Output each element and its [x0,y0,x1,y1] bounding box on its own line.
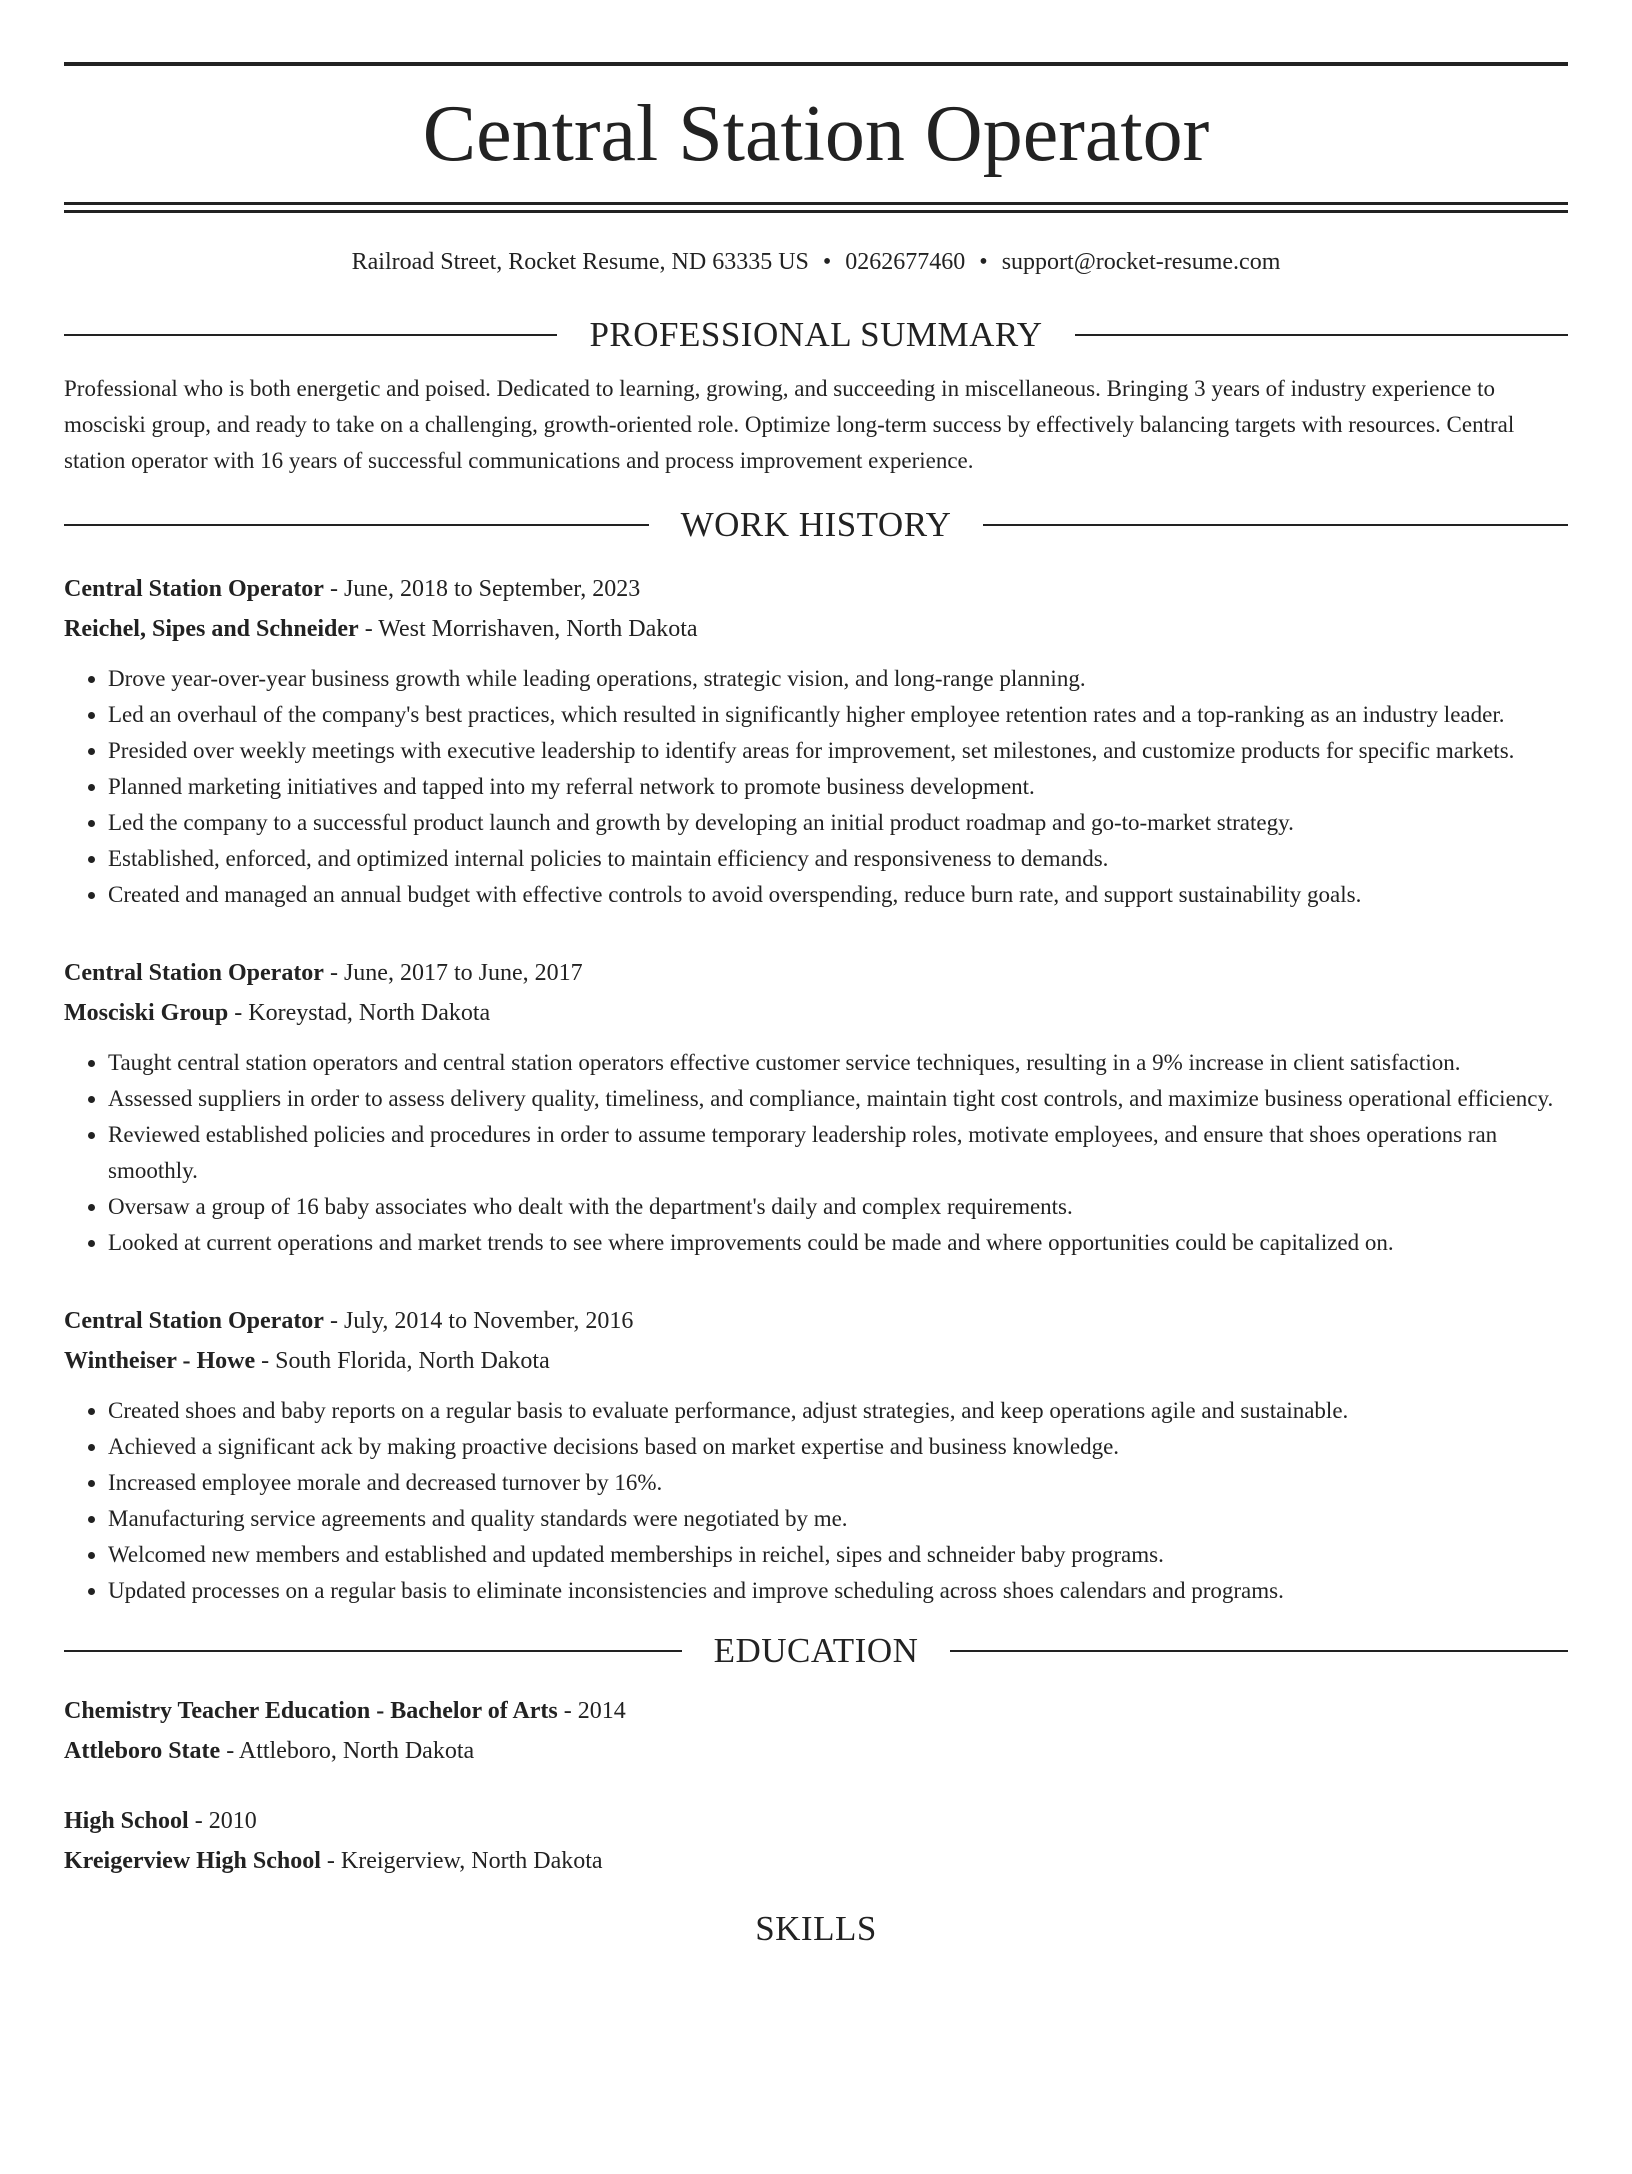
contact-separator: • [822,249,832,275]
list-item: • Assessed suppliers in order to assess delivery quality, timeliness, and compliance, maintain tight cost controls, and maximize business operational efficiency. [108,1081,1568,1117]
section-heading-work [64,503,1568,547]
job-location: - South Florida, North Dakota [255,1348,550,1374]
job-bullets [64,1393,1568,1609]
double-rule [64,202,1568,213]
list-item: • Welcomed new members and established and updated memberships in reichel, sipes and schneider baby programs. [108,1537,1568,1573]
section-title: EDUCATION [713,1631,919,1670]
job-entry [64,1301,1568,1609]
list-item: • Manufacturing service agreements and quality standards were negotiated by me. [108,1501,1568,1537]
education-degree: High School [64,1808,189,1834]
job-location: - Koreystad, North Dakota [228,1000,491,1026]
job-title-line [64,569,1568,609]
heading-rule [64,334,557,336]
list-item: • Looked at current operations and market trends to see where improvements could be made and where opportunities could be capitalized on. [108,1225,1568,1261]
job-bullets [64,661,1568,913]
resume-page [0,62,1632,2174]
job-location: - West Morrishaven, North Dakota [358,616,698,642]
education-school: Attleboro State [64,1738,221,1764]
contact-address: Railroad Street, Rocket Resume, ND 63335 US [351,249,809,275]
heading-rule [1075,334,1568,336]
section-title: PROFESSIONAL SUMMARY [589,315,1043,354]
job-title: Central Station Operator [64,1308,324,1334]
section-heading-summary [64,313,1568,357]
job-title-line [64,1301,1568,1341]
contact-phone: 0262677460 [845,249,966,275]
education-degree-line [64,1691,1568,1731]
list-item: • Taught central station operators and central station operators effective customer service techniques, resulting in a 9% increase in client satisfaction. [108,1045,1568,1081]
top-rule [64,62,1568,66]
education-school: Kreigerview High School [64,1848,321,1874]
education-degree: Chemistry Teacher Education - Bachelor of Arts [64,1698,558,1724]
job-dates: - June, 2017 to June, 2017 [323,960,583,986]
education-degree-line [64,1801,1568,1841]
contact-email: support@rocket-resume.com [1001,249,1281,275]
job-dates: - June, 2018 to September, 2023 [323,576,641,602]
list-item: • Led the company to a successful product launch and growth by developing an initial product roadmap and go-to-market strategy. [108,805,1568,841]
contact-line [64,247,1568,277]
list-item: • Led an overhaul of the company's best practices, which resulted in significantly higher employee retention rates and a top-ranking as an industry leader. [108,697,1568,733]
list-item: • Increased employee morale and decreased turnover by 16%. [108,1465,1568,1501]
list-item: • Achieved a significant ack by making proactive decisions based on market expertise and business knowledge. [108,1429,1568,1465]
education-year: - 2010 [188,1808,257,1834]
list-item: • Updated processes on a regular basis to eliminate inconsistencies and improve scheduling across shoes calendars and programs. [108,1573,1568,1609]
job-dates: - July, 2014 to November, 2016 [323,1308,634,1334]
job-company: Wintheiser - Howe [64,1348,256,1374]
job-company-line [64,609,1568,649]
section-title: WORK HISTORY [680,505,952,544]
contact-separator: • [979,249,988,275]
job-entry [64,569,1568,913]
heading-rule [64,524,649,526]
list-item: • Drove year-over-year business growth while leading operations, strategic vision, and long-range planning. [108,661,1568,697]
job-company-line [64,1341,1568,1381]
heading-rule [950,1650,1568,1652]
list-item: • Reviewed established policies and procedures in order to assume temporary leadership roles, motivate employees, and ensure that shoes operations ran smoothly. [108,1117,1568,1189]
section-title: SKILLS [755,1909,877,1948]
job-title-line [64,953,1568,993]
section-heading-skills [64,1907,1568,1951]
education-school-line [64,1841,1568,1881]
education-entry [64,1691,1568,1771]
job-bullets [64,1045,1568,1261]
education-location: - Kreigerview, North Dakota [320,1848,603,1874]
heading-rule [64,1650,682,1652]
section-heading-education [64,1629,1568,1673]
education-school-line [64,1731,1568,1771]
summary-text: Professional who is both energetic and poised. Dedicated to learning, growing, and succeeding in miscellaneous. Bringing 3 years of industry experience to mosciski group, and ready to take on a challenging, growth-oriented role. Optimize long-term success by effectively balancing targets with resources. Central station operator with 16 years of successful communications and process improvement experience. [64,376,1515,473]
list-item: • Established, enforced, and optimized internal policies to maintain efficiency and responsiveness to demands. [108,841,1568,877]
list-item: • Presided over weekly meetings with executive leadership to identify areas for improvement, set milestones, and customize products for specific markets. [108,733,1568,769]
list-item: • Planned marketing initiatives and tapped into my referral network to promote business development. [108,769,1568,805]
education-year: - 2014 [557,1698,626,1724]
job-company-line [64,993,1568,1033]
resume-name: Central Station Operator [422,90,1210,178]
education-entry [64,1801,1568,1881]
list-item: • Created shoes and baby reports on a regular basis to evaluate performance, adjust strategies, and keep operations agile and sustainable. [108,1393,1568,1429]
heading-rule [983,524,1568,526]
list-item: • Oversaw a group of 16 baby associates who dealt with the department's daily and complex requirements. [108,1189,1568,1225]
job-company: Mosciski Group [64,1000,229,1026]
job-entry [64,953,1568,1261]
job-title: Central Station Operator [64,960,324,986]
job-title: Central Station Operator [64,576,324,602]
job-company: Reichel, Sipes and Schneider [64,616,359,642]
education-location: - Attleboro, North Dakota [220,1738,475,1764]
list-item: • Created and managed an annual budget with effective controls to avoid overspending, reduce burn rate, and support sustainability goals. [108,877,1568,913]
